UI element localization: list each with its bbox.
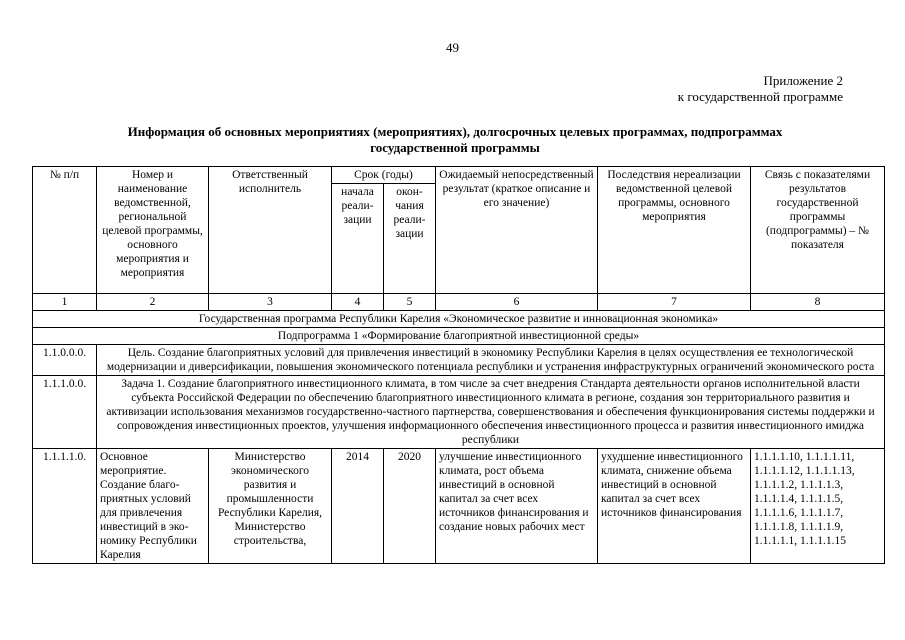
column-number-2: 2 <box>97 294 209 311</box>
header-row-1 <box>33 167 885 184</box>
goal-row <box>33 345 885 376</box>
event-end-year: 2020 <box>384 449 436 564</box>
header-end: окончания реализации <box>384 184 436 294</box>
column-number-7: 7 <box>598 294 751 311</box>
document-title <box>40 124 870 156</box>
title-line-2: государственной программы <box>370 140 540 155</box>
task-text: Задача 1. Создание благоприятного инвестиционного климата, в том числе за счет внедрения Стандарта деятельности органов исполнительной власти субъекта Российской Федерации по обеспечению благоприятного инвестиционного климата в регионе, создания зон территориального развития и активизации использования механизмов государственно-частного партнерства, совершенствования и обеспечения функционирования системы поддержки и сопровождения инвестиционных проектов, улучшения информационного обеспечения инвестиционного процесса и развития инвестиционного имиджа республики <box>97 376 885 449</box>
subprogram-title: Подпрограмма 1 «Формирование благоприятной инвестиционной среды» <box>33 328 885 345</box>
column-number-4: 4 <box>332 294 384 311</box>
column-number-3: 3 <box>209 294 332 311</box>
subprogram-row <box>33 328 885 345</box>
title-line-1: Информация об основных мероприятиях (мероприятиях), долгосрочных целевых программах, подпрограммах <box>127 124 783 139</box>
task-number: 1.1.1.0.0. <box>33 376 97 449</box>
task-row <box>33 376 885 449</box>
column-number-6: 6 <box>436 294 598 311</box>
program-row <box>33 311 885 328</box>
header-term: Срок (годы) <box>332 167 436 184</box>
event-name: Основное мероприятие. Создание благоприятных условий для привлечения инвестиций в экономику Республики Карелия <box>97 449 209 564</box>
activities-table <box>32 166 885 564</box>
appendix-line-2: к государственной программе <box>677 89 843 104</box>
event-start-year: 2014 <box>332 449 384 564</box>
header-start: начала реализации <box>332 184 384 294</box>
program-title: Государственная программа Республики Карелия «Экономическое развитие и инновационная экономика» <box>33 311 885 328</box>
goal-text: Цель. Создание благоприятных условий для привлечения инвестиций в экономику Республики Карелия в целях осуществления ее технологической модернизации и диверсификации, повышения экономического потенциала республики и устранения инфраструктурных ограничений экономического роста <box>97 345 885 376</box>
header-consequences: Последствия нереализации ведомственной целевой программы, основного мероприятия <box>598 167 751 294</box>
column-number-8: 8 <box>751 294 885 311</box>
column-number-1: 1 <box>33 294 97 311</box>
header-name: Номер и наименование ведомственной, региональной целевой программы, основного мероприятия и мероприятия <box>97 167 209 294</box>
appendix-note <box>678 73 843 105</box>
event-expected-result: улучшение инвестиционного климата, рост объема инвестиций в основной капитал за счет всех источников финансирования и создание новых рабочих мест <box>436 449 598 564</box>
header-link: Связь с показателями результатов государственной программы (подпрограммы) – № показателя <box>751 167 885 294</box>
event-row <box>33 449 885 564</box>
event-number: 1.1.1.1.0. <box>33 449 97 564</box>
goal-number: 1.1.0.0.0. <box>33 345 97 376</box>
appendix-line-1: Приложение 2 <box>763 73 843 88</box>
page-number: 49 <box>446 40 459 55</box>
event-consequences: ухудшение инвестиционного климата, снижение объема инвестиций в основной капитал за счет всех источников финансирования <box>598 449 751 564</box>
column-numbers-row <box>33 294 885 311</box>
header-num: № п/п <box>33 167 97 294</box>
header-expected: Ожидаемый непосредственный результат (краткое описание и его значение) <box>436 167 598 294</box>
header-executor: Ответственный исполнитель <box>209 167 332 294</box>
column-number-5: 5 <box>384 294 436 311</box>
event-executor: Министерство экономического развития и промышленности Республики Карелия, Министерство строительства, <box>209 449 332 564</box>
event-indicator-links: 1.1.1.1.10, 1.1.1.1.11, 1.1.1.1.12, 1.1.1.1.13, 1.1.1.1.2, 1.1.1.1.3, 1.1.1.1.4, 1.1.1.1.5, 1.1.1.1.6, 1.1.1.1.7, 1.1.1.1.8, 1.1.1.1.9, 1.1.1.1.1, 1.1.1.1.15 <box>751 449 885 564</box>
